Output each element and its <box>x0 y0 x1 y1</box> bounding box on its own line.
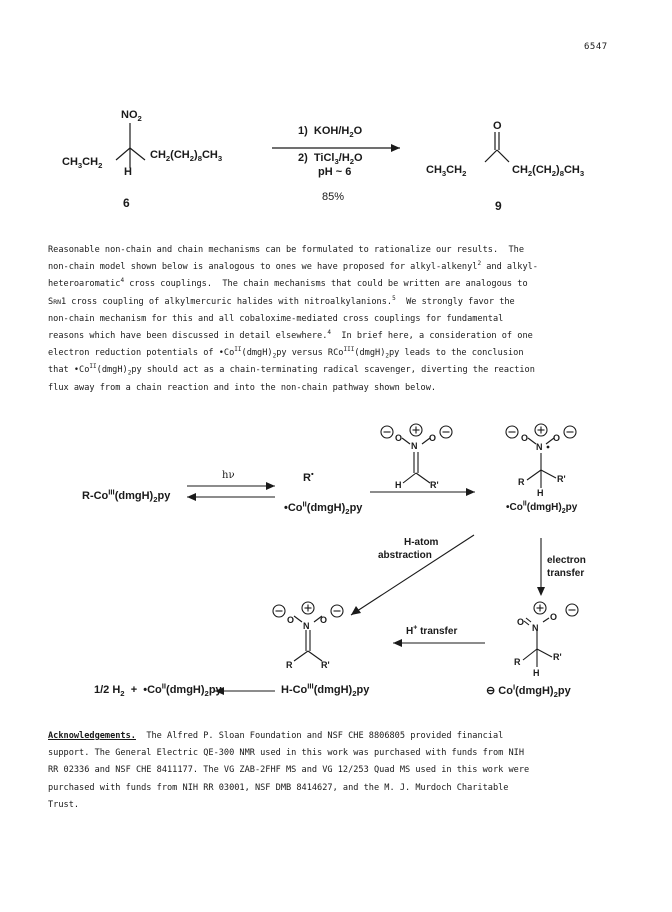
cobalt-i-anion: ⊖ $Co^I(dmgH)_2py$ <box>486 682 571 700</box>
text-line: non-chain model shown below is analogous to ones we have proposed for alkyl-alkenyl$^2$ and alkyl- <box>48 260 538 273</box>
atom-o: O <box>395 433 403 443</box>
atom-o: O <box>320 615 328 625</box>
text-line: support. The General Electric QE-300 NMR used in this work was purchased with funds from NIH <box>48 748 524 759</box>
product-carbonyl-o: O <box>493 120 502 132</box>
negative-charge-icon <box>440 426 452 438</box>
reactant-right-group: $CH_2(CH_2)_8CH_3$ <box>150 149 223 164</box>
radical-dot-icon <box>547 446 550 449</box>
ph-condition: pH ~ 6 <box>318 166 352 178</box>
negative-charge-icon <box>564 426 576 438</box>
product-nitronate-r-prime: R' <box>321 660 330 670</box>
negative-charge-icon <box>506 426 518 438</box>
arrow-head-icon <box>187 493 196 501</box>
adduct-h: H <box>537 488 544 498</box>
nitronate-r-prime: R' <box>430 480 439 490</box>
text-line: non-chain mechanism for this and all cobaloxime-mediated cross couplings for fundamental <box>48 313 504 324</box>
adduct-r-prime: R' <box>557 474 566 484</box>
ack-heading: Acknowledgements. <box>48 731 136 741</box>
atom-n: N <box>411 441 418 451</box>
step-2-reagent: 2) $TiCl_3/H_2O$ <box>298 152 363 167</box>
arrow-head-icon <box>537 587 545 596</box>
nitro-r-prime: R' <box>553 652 562 662</box>
hydrogen-product: 1/2 $H_2$ + $•Co^{II}(dmgH)_2py$ <box>94 681 222 699</box>
arrow-head-icon <box>266 482 275 490</box>
arrow-head-icon <box>351 606 361 615</box>
product-nitronate-r: R <box>286 660 293 670</box>
cobalt-hydride: $H-Co^{III}(dmgH)_2py$ <box>281 681 370 699</box>
negative-charge-icon <box>331 605 343 617</box>
yield: 85% <box>322 191 345 203</box>
acknowledgements <box>48 728 628 814</box>
nitronate-h: H <box>395 480 402 490</box>
positive-charge-icon <box>535 424 547 436</box>
adduct-r: R <box>518 477 525 487</box>
electron-label: electron <box>547 555 586 566</box>
text-line: RR 02336 and NSF CHE 8411177. The VG ZAB-2FHF MS and VG 12/253 Quad MS used in this work were <box>48 765 530 776</box>
step-1-reagent: 1) KOH/$H_2O$ <box>298 125 363 140</box>
page-number: 6547 <box>584 42 608 52</box>
adduct-cobalt: $•Co^{II}(dmgH)_2py$ <box>506 500 578 515</box>
positive-charge-icon <box>302 602 314 614</box>
text-line: heteroaromatic$^4$ cross couplings. The chain mechanisms that could be written are analogous to <box>48 277 528 290</box>
text-line: flux away from a chain reaction and into the non-chain pathway shown below. <box>48 382 437 393</box>
atom-n: N <box>536 442 543 452</box>
nitro-group: $NO_2$ <box>121 109 142 124</box>
compound-number-6: 6 <box>123 196 130 210</box>
negative-charge-icon <box>273 605 285 617</box>
text-line: that $•Co^{II}(dmgH)_2py$ should act as a chain-terminating radical scavenger, diverting the reaction <box>48 363 535 378</box>
text-line: electron reduction potentials of $•Co^{II}(dmgH)_2py$ versus $RCo^{III}(dmgH)_2py$ leads to the conclusion <box>48 346 524 360</box>
cobalt-ii-radical: $•Co^{II}(dmgH)_2py$ <box>284 499 363 517</box>
abstraction-label: abstraction <box>378 550 432 561</box>
atom-o: O <box>553 433 561 443</box>
proton-transfer-label: H+ transfer <box>406 624 458 637</box>
transfer-label: transfer <box>547 568 585 579</box>
atom-n: N <box>303 621 310 631</box>
h-atom-label: H-atom <box>404 537 439 548</box>
text-line <box>48 728 628 745</box>
product-left-group: $CH_3CH_2$ <box>426 164 467 179</box>
atom-o: O <box>429 433 437 443</box>
text-line: Trust. <box>48 799 80 810</box>
text-line: Reasonable non-chain and chain mechanisms can be formulated to rationalize our results. The <box>48 245 524 255</box>
arrow-head-icon <box>393 639 402 647</box>
nitro-r: R <box>514 657 521 667</box>
nitro-h: H <box>533 668 540 678</box>
reactant-h: H <box>124 166 132 178</box>
atom-o: O <box>287 615 295 625</box>
negative-charge-icon <box>566 604 578 616</box>
compound-number-9: 9 <box>495 199 502 213</box>
positive-charge-icon <box>534 602 546 614</box>
arrow-head-icon <box>466 488 475 496</box>
atom-n: N <box>532 623 539 633</box>
positive-charge-icon <box>410 424 422 436</box>
light-label: hν <box>222 470 235 481</box>
alkyl-radical: R• <box>303 469 314 484</box>
atom-o: O <box>550 612 558 622</box>
atom-o: O <box>521 433 529 443</box>
atom-o: O <box>517 617 525 627</box>
negative-charge-icon <box>381 426 393 438</box>
alkyl-cobalt-reactant: $R-Co^{III}(dmgH)_2py$ <box>82 487 171 505</box>
reactant-left-group: $CH_3CH_2$ <box>62 156 103 171</box>
product-right-group: $CH_2(CH_2)_8CH_3$ <box>512 164 585 179</box>
ack-line: The Alfred P. Sloan Foundation and NSF CHE 8806805 provided financial <box>146 731 504 741</box>
text-line: reasons which have been discussed in detail elsewhere.$^4$ In brief here, a consideration of one <box>48 329 533 342</box>
text-line: purchased with funds from NIH RR 03001, NSF DMB 8414627, and the M. J. Murdoch Charitable <box>48 782 509 793</box>
text-line: SRN1 cross coupling of alkylmercuric halides with nitroalkylanions.$^5$ We strongly favor the <box>48 294 515 307</box>
